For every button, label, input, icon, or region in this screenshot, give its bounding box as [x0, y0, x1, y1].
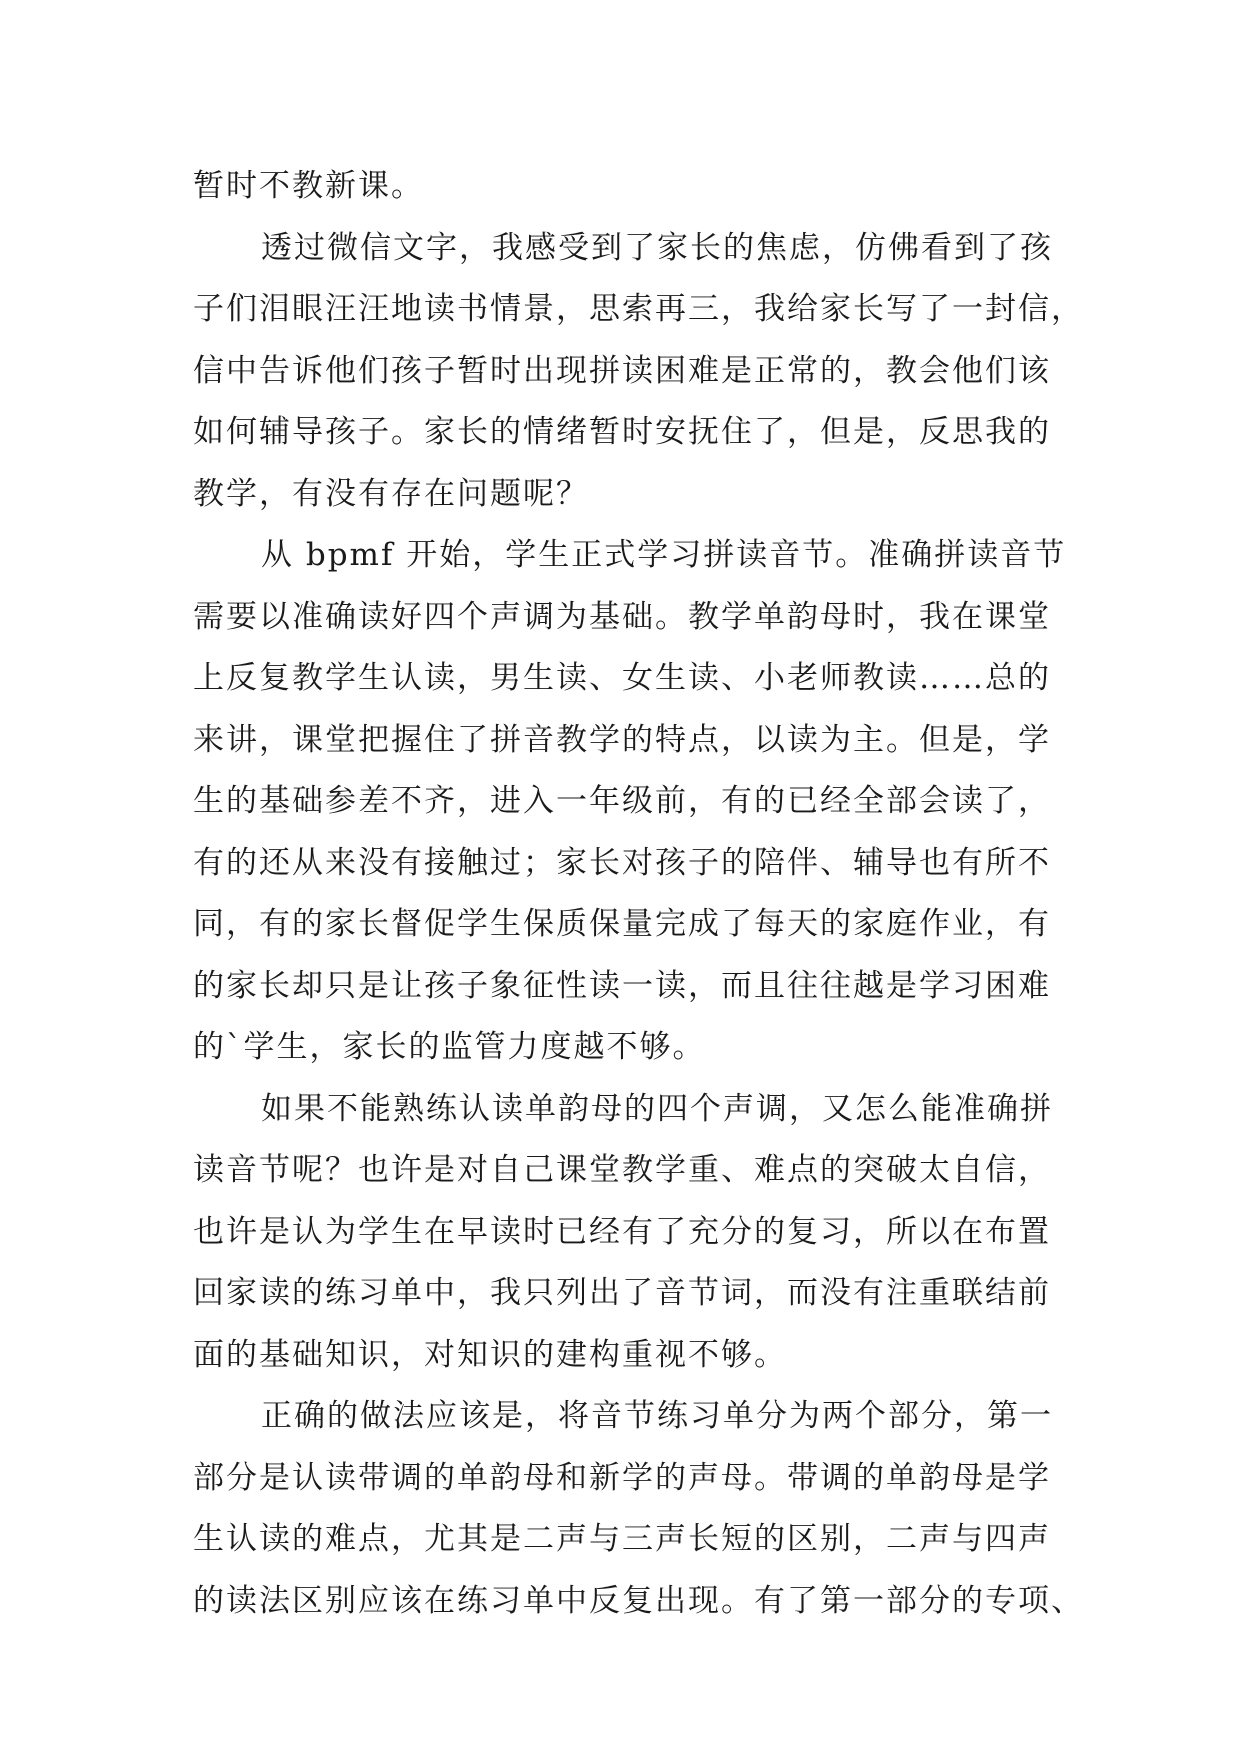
text-line: 如何辅导孩子。家长的情绪暂时安抚住了，但是，反思我的 [193, 414, 1051, 450]
text-line: 信中告诉他们孩子暂时出现拼读困难是正常的，教会他们该 [193, 352, 1051, 389]
text-line: 来讲，课堂把握住了拼音教学的特点，以读为主。但是，学 [193, 721, 1051, 758]
text-line: 子们泪眼汪汪地读书情景，思索再三，我给家长写了一封信， [193, 291, 1084, 327]
text-line: 读音节呢？也许是对自己课堂教学重、难点的突破太自信， [193, 1152, 1051, 1188]
text-line: 生的基础参差不齐，进入一年级前，有的已经全部会读了， [193, 783, 1051, 819]
text-line: 生认读的难点，尤其是二声与三声长短的区别，二声与四声 [193, 1521, 1051, 1557]
text-line: 的`学生，家长的监管力度越不够。 [193, 1029, 706, 1065]
text-line: 正确的做法应该是，将音节练习单分为两个部分，第一 [261, 1398, 1053, 1434]
text-line: 有的还从来没有接触过；家长对孩子的陪伴、辅导也有所不 [193, 844, 1051, 881]
text-line: 暂时不教新课。 [193, 168, 424, 204]
text-line: 的读法区别应该在练习单中反复出现。有了第一部分的专项、 [193, 1582, 1084, 1619]
text-line: 部分是认读带调的单韵母和新学的声母。带调的单韵母是学 [193, 1459, 1051, 1496]
text-line: 透过微信文字，我感受到了家长的焦虑，仿佛看到了孩 [261, 229, 1053, 266]
text-line: 回家读的练习单中，我只列出了音节词，而没有注重联结前 [193, 1275, 1051, 1311]
text-line: 同，有的家长督促学生保质保量完成了每天的家庭作业，有 [193, 906, 1051, 942]
document-body [193, 156, 1084, 1632]
text-line: 上反复教学生认读，男生读、女生读、小老师教读……总的 [193, 660, 1051, 696]
text-line: 如果不能熟练认读单韵母的四个声调，又怎么能准确拼 [261, 1090, 1053, 1127]
text-line: 的家长却只是让孩子象征性读一读，而且往往越是学习困难 [193, 967, 1051, 1004]
text-line: 从 bpmf 开始，学生正式学习拼读音节。准确拼读音节 [261, 537, 1067, 573]
text-line: 教学，有没有存在问题呢？ [193, 475, 589, 512]
text-line: 也许是认为学生在早读时已经有了充分的复习，所以在布置 [193, 1213, 1051, 1250]
text-line: 需要以准确读好四个声调为基础。教学单韵母时，我在课堂 [193, 598, 1051, 635]
text-line: 面的基础知识，对知识的建构重视不够。 [193, 1336, 787, 1373]
